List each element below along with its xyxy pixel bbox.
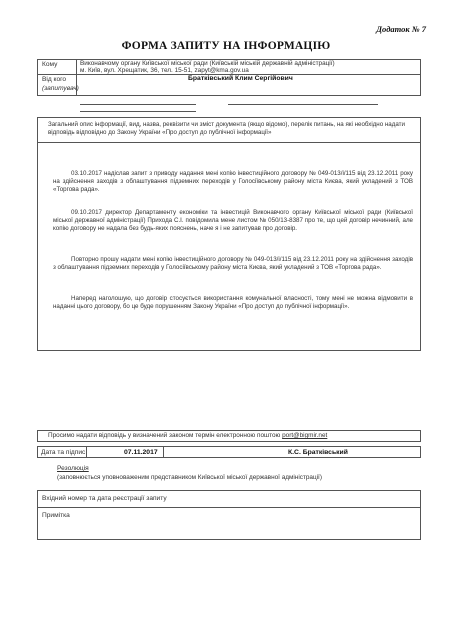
description-heading: Загальний опис інформації, вид, назва, реквізити чи зміст документа (якщо відомо), перелік питань, на які необхідно надати відповідь відповідно до Закону України «Про доступ до публічної інформації»	[48, 121, 405, 136]
signature-name: К.С. Братківський	[288, 449, 348, 456]
sender-name: Братківський Клим Сергійович	[188, 75, 293, 82]
resolution-note: (заповнюється уповноваженим представником Київської міської державної адміністрації)	[57, 474, 322, 481]
resolution-label: Резолюція	[57, 465, 89, 472]
paragraph-1: 03.10.2017 надіслав запит з приводу надання мені копію інвестиційного договору № 049-013/і/115 від 23.12.2011 року на здійснення заходів з облаштування підземних переходів у Голосіївському району міста Києва, який укладений з ТОВ «Торгова рада».	[53, 170, 413, 193]
page-title: ФОРМА ЗАПИТУ НА ІНФОРМАЦІЮ	[121, 40, 331, 52]
signature-row	[37, 446, 421, 458]
registration-remark: Примітка	[42, 512, 70, 519]
paragraph-3: Повторно прошу надати мені копію інвестиційного договору № 049-013/і/115 від 23.12.2011 року на здійснення заходів з облаштування підземних переходів у Голосіївському району міста Києва, який укладений з ТОВ «Торгова рада».	[53, 256, 413, 271]
response-email: port@bigmir.net	[282, 432, 328, 439]
recipient-line-1: Виконавчому органу Київської міської ради (Київській міській державній адміністрації)	[80, 60, 335, 67]
recipient-label: Кому	[42, 61, 58, 68]
signature-label: Дата та підпис	[41, 449, 86, 456]
sender-sublabel: (запитувач)	[42, 85, 79, 92]
signature-date: 07.11.2017	[124, 449, 158, 456]
response-text: Просимо надати відповідь у визначений законом термін електронною поштою	[48, 432, 281, 439]
description-box	[37, 117, 421, 351]
recipient-line-2: м. Київ, вул. Хрещатик, 36, тел. 15-51, zapyt@kma.gov.ua	[80, 67, 249, 74]
header-table	[37, 59, 421, 96]
registration-incoming: Вхідний номер та дата реєстрації запиту	[42, 495, 167, 502]
response-request	[48, 432, 327, 439]
sender-label: Від кого	[42, 76, 67, 83]
paragraph-2: 09.10.2017 директор Департаменту економіки та інвестицій Виконавчого органу Київської міської ради (Київської міської державної адміністрації) Прихода С.І. повідомила мене листом № 050/13-8387 про те, що цей договір нечинний, але копію договору не надала без будь-яких пояснень, наче я і не запитував про договір.	[53, 209, 413, 232]
registration-table	[37, 490, 421, 540]
annex-number: Додаток № 7	[376, 24, 426, 34]
paragraph-4: Наперед наголошую, що договір стосується використання комунальної власності, тому мені не можна відмовити в наданні цього договору, бо це буде порушенням Закону України «Про доступ до публічної інформації».	[53, 295, 413, 310]
